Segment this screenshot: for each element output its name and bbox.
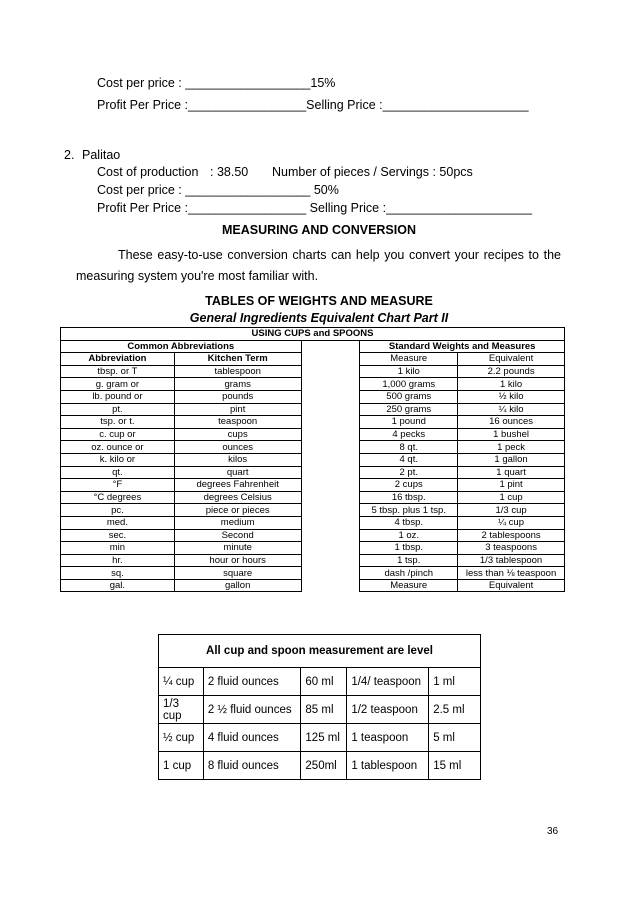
cost-of-production-label: Cost of production <box>97 165 199 179</box>
measure-cell: 1 kilo <box>360 365 458 378</box>
level-cell: ½ cup <box>159 724 204 752</box>
equivalent-cell: less than ⅛ teaspoon <box>458 567 565 580</box>
spacer-cell <box>301 340 360 353</box>
kitchen-term-cell: piece or pieces <box>174 504 301 517</box>
intro-paragraph: These easy-to-use conversion charts can help you convert your recipes to the measuring system you're most familiar with. <box>76 248 561 283</box>
kitchen-term-cell: minute <box>174 542 301 555</box>
measure-cell: Measure <box>360 353 458 366</box>
equivalent-chart <box>60 327 565 592</box>
measure-cell: dash /pinch <box>360 567 458 580</box>
level-cell: 8 fluid ounces <box>203 752 301 780</box>
abbreviation-cell: pc. <box>61 504 175 517</box>
abbreviation-cell: min <box>61 542 175 555</box>
abbreviation-cell: °C degrees <box>61 491 175 504</box>
kitchen-term-cell: kilos <box>174 453 301 466</box>
abbreviation-cell: c. cup or <box>61 428 175 441</box>
kitchen-term-cell: quart <box>174 466 301 479</box>
measure-cell: 1 pound <box>360 416 458 429</box>
measure-cell: 2 cups <box>360 479 458 492</box>
kitchen-term-cell: teaspoon <box>174 416 301 429</box>
table-row <box>159 696 481 724</box>
measure-cell: 1 oz. <box>360 529 458 542</box>
equivalent-cell: 3 teaspoons <box>458 542 565 555</box>
page-number: 36 <box>547 826 559 837</box>
level-cell: 250ml <box>301 752 347 780</box>
equivalent-cell: 2.2 pounds <box>458 365 565 378</box>
equivalent-cell: ½ kilo <box>458 390 565 403</box>
table-row <box>159 668 481 696</box>
abbreviation-cell: oz. ounce or <box>61 441 175 454</box>
measure-cell: 250 grams <box>360 403 458 416</box>
equivalent-cell: 1 kilo <box>458 378 565 391</box>
kitchen-term-cell: pint <box>174 403 301 416</box>
cost-per-price-line-1: Cost per price : __________________15% <box>97 76 336 90</box>
level-cell: 60 ml <box>301 668 347 696</box>
right-group-header: Standard Weights and Measures <box>360 340 565 353</box>
equivalent-cell: 16 ounces <box>458 416 565 429</box>
level-cell: 2.5 ml <box>429 696 481 724</box>
abbreviation-cell: qt. <box>61 466 175 479</box>
measure-cell: 4 tbsp. <box>360 516 458 529</box>
measure-cell: 4 qt. <box>360 453 458 466</box>
table-row <box>159 752 481 780</box>
equivalent-cell: ¼ kilo <box>458 403 565 416</box>
level-cell: 125 ml <box>301 724 347 752</box>
level-cell: 1 teaspoon <box>347 724 429 752</box>
measure-cell: 1 tsp. <box>360 554 458 567</box>
kitchen-term-cell: degrees Fahrenheit <box>174 479 301 492</box>
tables-title: TABLES OF WEIGHTS AND MEASURE <box>205 294 433 308</box>
equivalent-cell: 1 cup <box>458 491 565 504</box>
level-title: All cup and spoon measurement are level <box>159 635 481 668</box>
kitchen-term-cell: degrees Celsius <box>174 491 301 504</box>
measure-cell: Measure <box>360 579 458 592</box>
abbreviation-cell: g. gram or <box>61 378 175 391</box>
equivalent-cell: 1/3 tablespoon <box>458 554 565 567</box>
kitchen-term-cell: tablespoon <box>174 365 301 378</box>
equivalent-cell: 1 bushel <box>458 428 565 441</box>
profit-per-price-line-1: Profit Per Price :_________________Selling Price :_____________________ <box>97 98 529 112</box>
kitchen-term-cell: ounces <box>174 441 301 454</box>
kitchen-term-cell: gallon <box>174 579 301 592</box>
level-cell: 2 fluid ounces <box>203 668 301 696</box>
level-cell: ¼ cup <box>159 668 204 696</box>
equivalent-cell: 2 tablespoons <box>458 529 565 542</box>
abbreviation-cell: hr. <box>61 554 175 567</box>
abbreviation-header: Abbreviation <box>61 353 175 366</box>
kitchen-term-cell: medium <box>174 516 301 529</box>
equivalent-cell: 1 quart <box>458 466 565 479</box>
table-row <box>159 724 481 752</box>
measure-cell: 16 tbsp. <box>360 491 458 504</box>
measure-cell: 1,000 grams <box>360 378 458 391</box>
measure-cell: 1 tbsp. <box>360 542 458 555</box>
equivalent-cell: Equivalent <box>458 353 565 366</box>
measure-cell: 2 pt. <box>360 466 458 479</box>
measure-cell: 8 qt. <box>360 441 458 454</box>
level-cell: 15 ml <box>429 752 481 780</box>
kitchen-term-header: Kitchen Term <box>174 353 301 366</box>
measure-cell: 5 tbsp. plus 1 tsp. <box>360 504 458 517</box>
abbreviation-cell: tbsp. or T <box>61 365 175 378</box>
level-cell: 1/4/ teaspoon <box>347 668 429 696</box>
level-cell: 85 ml <box>301 696 347 724</box>
kitchen-term-cell: pounds <box>174 390 301 403</box>
tables-subtitle: General Ingredients Equivalent Chart Part II <box>189 311 449 325</box>
profit-per-price-line-2: Profit Per Price :_________________ Selling Price :_____________________ <box>97 201 533 215</box>
equivalent-cell: ¼ cup <box>458 516 565 529</box>
level-measurement-table <box>158 634 481 780</box>
abbreviation-cell: °F <box>61 479 175 492</box>
level-cell: 1 tablespoon <box>347 752 429 780</box>
equivalent-cell: 1 gallon <box>458 453 565 466</box>
kitchen-term-cell: grams <box>174 378 301 391</box>
abbreviation-cell: tsp. or t. <box>61 416 175 429</box>
level-cell: 1/3 cup <box>159 696 204 724</box>
measure-cell: 4 pecks <box>360 428 458 441</box>
equivalent-cell: 1/3 cup <box>458 504 565 517</box>
abbreviation-cell: gal. <box>61 579 175 592</box>
servings-count: Number of pieces / Servings : 50pcs <box>272 165 473 179</box>
cost-per-price-line-2: Cost per price : __________________ 50% <box>97 183 339 197</box>
left-group-header: Common Abbreviations <box>61 340 302 353</box>
level-cell: 1/2 teaspoon <box>347 696 429 724</box>
level-cell: 4 fluid ounces <box>203 724 301 752</box>
section-title: MEASURING AND CONVERSION <box>222 223 416 237</box>
level-cell: 2 ½ fluid ounces <box>203 696 301 724</box>
equivalent-cell: 1 pint <box>458 479 565 492</box>
table-row <box>61 353 565 366</box>
level-cell: 5 ml <box>429 724 481 752</box>
item-2-number: 2. <box>64 148 75 162</box>
kitchen-term-cell: hour or hours <box>174 554 301 567</box>
abbreviation-cell: sq. <box>61 567 175 580</box>
level-cell: 1 ml <box>429 668 481 696</box>
equivalent-cell: Equivalent <box>458 579 565 592</box>
abbreviation-cell: k. kilo or <box>61 453 175 466</box>
equivalent-cell: 1 peck <box>458 441 565 454</box>
abbreviation-cell: pt. <box>61 403 175 416</box>
kitchen-term-cell: Second <box>174 529 301 542</box>
abbreviation-cell: sec. <box>61 529 175 542</box>
cost-of-production-value: : 38.50 <box>210 165 249 179</box>
item-2-name: Palitao <box>82 148 121 162</box>
measure-cell: 500 grams <box>360 390 458 403</box>
level-cell: 1 cup <box>159 752 204 780</box>
chart-caption-row <box>61 328 565 341</box>
chart-caption: USING CUPS and SPOONS <box>61 328 565 341</box>
abbreviation-cell: med. <box>61 516 175 529</box>
spacer-column <box>301 353 360 592</box>
kitchen-term-cell: square <box>174 567 301 580</box>
chart-group-row <box>61 340 565 353</box>
kitchen-term-cell: cups <box>174 428 301 441</box>
level-title-row <box>159 635 481 668</box>
abbreviation-cell: lb. pound or <box>61 390 175 403</box>
